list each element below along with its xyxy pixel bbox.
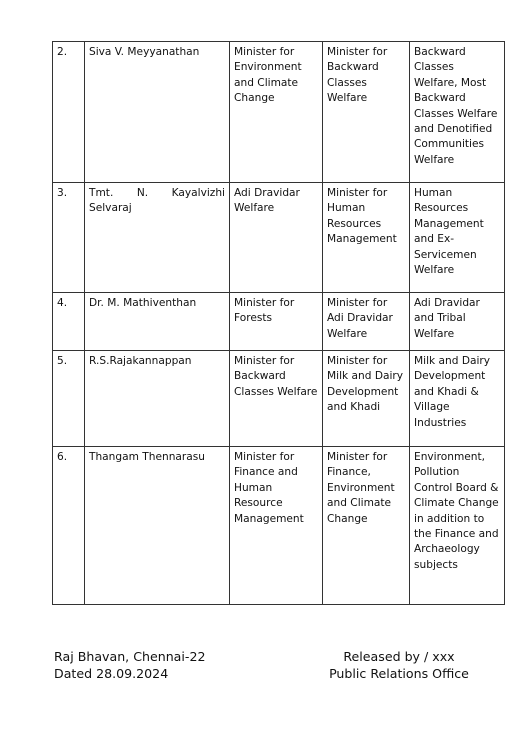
table-row (53, 293, 505, 351)
previous-portfolio: Adi Dravidar Welfare (230, 183, 323, 293)
minister-name: R.S.Rajakannappan (85, 351, 230, 447)
serial-number: 5. (53, 351, 85, 447)
release-info (326, 648, 472, 682)
footer-released-by: Released by / xxx (343, 649, 455, 664)
new-portfolio: Minister for Milk and Dairy Development and Khadi (323, 351, 410, 447)
footer-office: Public Relations Office (329, 666, 469, 681)
new-portfolio: Minister for Human Resources Management (323, 183, 410, 293)
minister-portfolio-table (52, 41, 505, 605)
table-row (53, 351, 505, 447)
minister-name-line-2: Selvaraj (89, 202, 132, 215)
footer-date: Dated 28.09.2024 (54, 666, 169, 681)
subjects-allocated: Adi Dravidar and Tribal Welfare (410, 293, 505, 351)
subjects-allocated: Backward Classes Welfare, Most Backward Classes Welfare and Denotified Communities Welfare (410, 42, 505, 183)
footer-place: Raj Bhavan, Chennai-22 (54, 649, 206, 664)
serial-number: 4. (53, 293, 85, 351)
place-and-date (54, 648, 205, 682)
table-row (53, 447, 505, 605)
serial-number: 3. (53, 183, 85, 293)
subjects-allocated: Human Resources Management and Ex-Servicemen Welfare (410, 183, 505, 293)
table-row (53, 183, 505, 293)
previous-portfolio: Minister for Forests (230, 293, 323, 351)
new-portfolio: Minister for Backward Classes Welfare (323, 42, 410, 183)
minister-name: Siva V. Meyyanathan (85, 42, 230, 183)
table-row (53, 42, 505, 183)
minister-name-line-1: Tmt. N. Kayalvizhi (89, 187, 225, 199)
subjects-allocated: Milk and Dairy Development and Khadi & Village Industries (410, 351, 505, 447)
serial-number: 2. (53, 42, 85, 183)
previous-portfolio: Minister for Finance and Human Resource Management (230, 447, 323, 605)
new-portfolio: Minister for Adi Dravidar Welfare (323, 293, 410, 351)
minister-name: Dr. M. Mathiventhan (85, 293, 230, 351)
minister-name (85, 183, 230, 293)
subjects-allocated: Environment, Pollution Control Board & Climate Change in addition to the Finance and Archaeology subjects (410, 447, 505, 605)
minister-name: Thangam Thennarasu (85, 447, 230, 605)
previous-portfolio: Minister for Backward Classes Welfare (230, 351, 323, 447)
previous-portfolio: Minister for Environment and Climate Change (230, 42, 323, 183)
serial-number: 6. (53, 447, 85, 605)
new-portfolio: Minister for Finance, Environment and Climate Change (323, 447, 410, 605)
